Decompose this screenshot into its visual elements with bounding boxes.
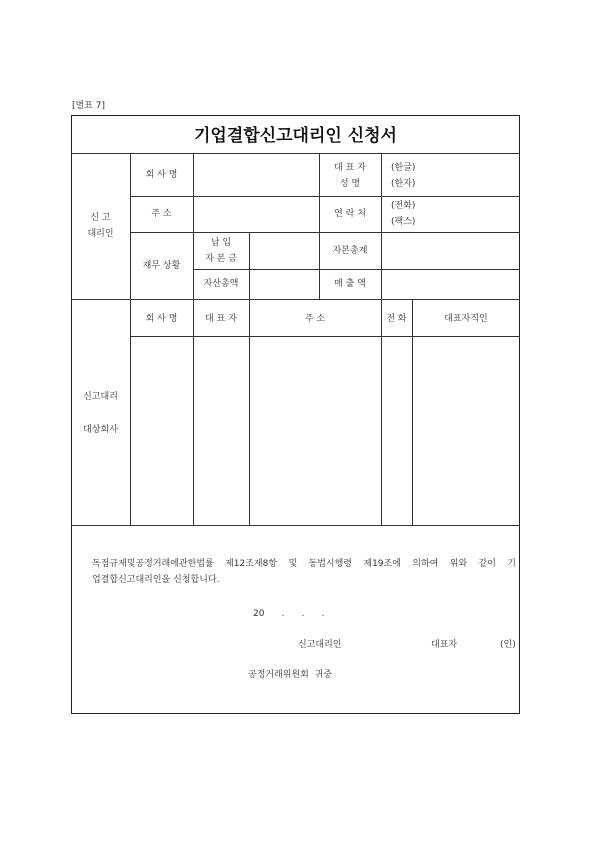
declaration-part: 기 [507,559,516,569]
total-assets-label: 자산총액 [203,279,239,289]
company-name-label: 회 사 명 [145,170,178,180]
declaration-part: 제19조에 [363,559,401,569]
agent-right-col-line [381,153,382,299]
applicant-label: 신고대리인 [298,640,342,650]
declaration-part: 및 [288,559,298,569]
header-company-name: 회 사 명 [145,314,178,324]
declaration-part: 동법시행령 [308,559,352,569]
paid-in-capital-label-line1: 납 입 [210,238,232,248]
divider-title [71,153,520,154]
target-section-label-line1: 신고대리 [83,392,118,402]
declaration-part: 독점규제및공정거래에관한법률 [92,559,214,569]
addressee: 공정거래위원회 귀중 [248,670,332,680]
agent-section-label-line1: 신 고 [90,213,111,223]
divider-agent-row3 [193,269,520,270]
declaration-line1 [92,559,516,570]
target-section-label-line2: 대상회사 [83,425,118,435]
divider-agent-end [71,299,520,300]
agent-finance-col-line [249,232,250,299]
representative-sign-label: 대표자 [431,640,458,650]
declaration-part: 의하여 [412,559,439,569]
seal-mark: (인) [500,640,516,650]
phone-note: (전화) [391,201,416,211]
agent-field-col-line [193,153,194,299]
form-title: 기업결합신고대리인 신청서 [194,126,397,146]
divider-target-end [71,525,520,526]
declaration-line2: 업결합신고대리인을 신청합니다. [92,575,220,585]
divider-target-header [130,336,520,337]
target-col-line-1 [193,299,194,525]
header-rep-seal: 대표자직인 [444,314,488,324]
agent-section-label-line2: 대리인 [87,229,114,239]
agent-mid-col-line [319,153,320,299]
declaration-part: 같이 [478,559,496,569]
target-col-line-2 [249,299,250,525]
rep-korean-note: (한글) [391,163,416,173]
finance-label: 재무 상황 [142,261,181,271]
sales-label: 매 출 액 [334,279,366,289]
rep-hanja-note: (한자) [391,179,416,189]
divider-agent-row2 [130,232,520,233]
paid-in-capital-label-line2: 자 본 금 [205,254,237,264]
total-equity-label: 자본총계 [332,246,368,256]
fax-note: (팩스) [391,217,416,227]
target-label-col-line [130,299,131,525]
divider-agent-row1 [130,196,520,197]
representative-label-line1: 대 표 자 [334,163,366,173]
header-address: 주 소 [304,314,326,324]
address-label: 주 소 [151,209,172,219]
representative-label-line2: 성 명 [339,179,361,189]
form-frame [71,115,520,714]
header-representative: 대 표 자 [205,314,237,324]
contact-label: 연 락 처 [334,209,366,219]
header-phone: 전 화 [386,314,407,324]
target-col-line-4 [412,299,413,525]
declaration-part: 제12조제8항 [225,559,278,569]
date-field: 20 . . . [253,609,325,619]
target-col-line-3 [381,299,382,525]
declaration-part: 위와 [449,559,468,569]
attachment-label: [별표 7] [72,101,105,111]
